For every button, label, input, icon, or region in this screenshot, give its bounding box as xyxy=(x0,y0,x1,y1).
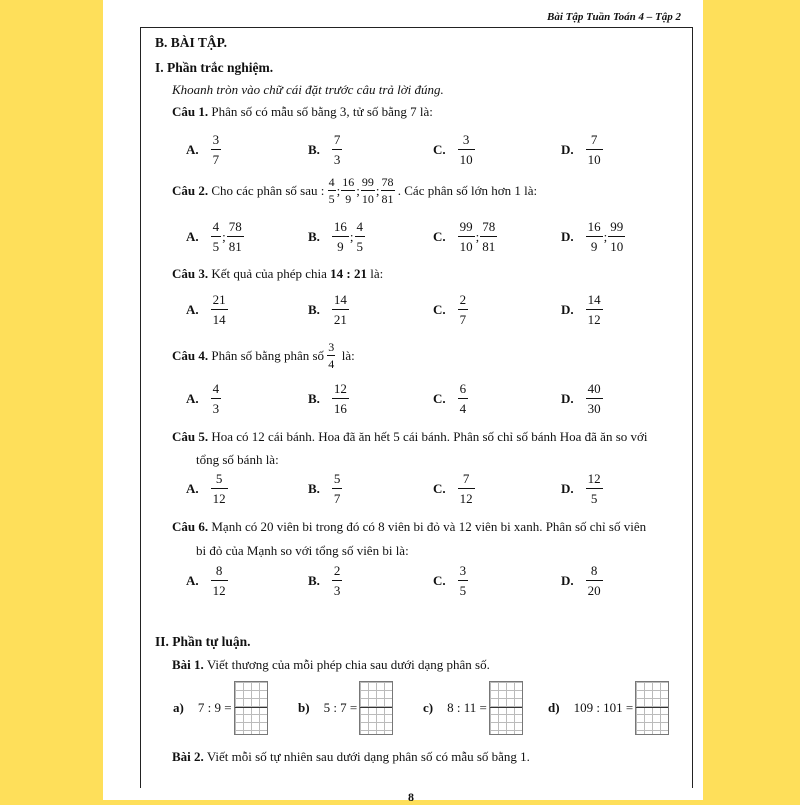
fraction xyxy=(480,220,497,253)
answer-option-a[interactable] xyxy=(186,220,244,253)
fraction xyxy=(211,382,222,415)
fraction-numerator: 99 xyxy=(459,219,473,234)
fraction xyxy=(332,472,343,505)
fraction-numerator: 3 xyxy=(459,563,467,578)
fraction-denominator: 9 xyxy=(586,236,603,253)
question-4-given-fraction xyxy=(327,341,335,370)
question-5-line1: Câu 5. Hoa có 12 cái bánh. Hoa đã ăn hết 5 cái bánh. Phân số chỉ số bánh Hoa đã ăn so với xyxy=(172,429,648,444)
division-expression: 5 : 7 = xyxy=(323,700,358,715)
option-letter: B. xyxy=(308,480,320,496)
option-letter: B. xyxy=(308,228,320,244)
option-letter: B. xyxy=(308,572,320,588)
fraction-numerator: 7 xyxy=(333,132,341,147)
fraction xyxy=(586,293,603,326)
question-6-line2: bi đỏ của Mạnh so với tổng số viên bi là: xyxy=(196,543,409,558)
fraction-denominator: 10 xyxy=(458,149,475,166)
answer-option-a[interactable] xyxy=(186,472,228,505)
fraction xyxy=(586,564,603,597)
fraction xyxy=(586,472,603,505)
fraction-denominator: 10 xyxy=(586,149,603,166)
fraction-numerator: 8 xyxy=(215,563,223,578)
fraction-denominator: 5 xyxy=(355,236,366,253)
bai1-text: Bài 1. Viết thương của mỗi phép chia sau dưới dạng phân số. xyxy=(172,657,490,672)
question-3-text: Câu 3. Kết quả của phép chia 14 : 21 là: xyxy=(172,266,384,281)
division-expression: 109 : 101 = xyxy=(573,700,634,715)
answer-grid-box[interactable] xyxy=(359,681,393,735)
question-4-text: Câu 4. Phân số bằng phân số $\frac{3}{4}$ là: xyxy=(172,340,355,371)
fraction xyxy=(332,220,349,253)
division-item-c xyxy=(423,681,523,735)
fraction xyxy=(341,176,355,205)
option-letter: C. xyxy=(433,390,446,406)
bai2-text: Bài 2. Viết mỗi số tự nhiên sau dưới dạng phân số có mẫu số bằng 1. xyxy=(172,749,530,764)
fraction-denominator: 10 xyxy=(458,236,475,253)
fraction-denominator: 4 xyxy=(328,357,335,371)
answer-grid-box[interactable] xyxy=(234,681,268,735)
fraction xyxy=(332,133,343,166)
division-item-a xyxy=(173,681,268,735)
fraction-numerator: 2 xyxy=(459,292,467,307)
item-letter: a) xyxy=(173,700,184,715)
answer-option-c[interactable] xyxy=(433,564,468,597)
question-1-text: Câu 1. Phân số có mẫu số bằng 3, tử số bằng 7 là: xyxy=(172,104,433,119)
answer-option-d[interactable] xyxy=(561,133,603,166)
fraction-numerator: 5 xyxy=(215,471,223,486)
option-letter: A. xyxy=(186,141,199,157)
fraction-numerator: 78 xyxy=(228,219,242,234)
answer-option-b[interactable] xyxy=(308,220,365,253)
fraction-numerator: 7 xyxy=(590,132,598,147)
fraction-denominator: 3 xyxy=(332,580,343,597)
fraction xyxy=(361,176,375,205)
part2-title: II. Phần tự luận. xyxy=(155,634,251,649)
fraction xyxy=(458,220,475,253)
division-expression: 7 : 9 = xyxy=(197,700,232,715)
fraction-separator: ; xyxy=(336,182,341,198)
fraction-numerator: 6 xyxy=(459,381,467,396)
option-letter: D. xyxy=(561,390,574,406)
fraction xyxy=(355,220,366,253)
answer-option-d[interactable] xyxy=(561,564,603,597)
fraction-denominator: 7 xyxy=(332,488,343,505)
option-letter: C. xyxy=(433,301,446,317)
fraction xyxy=(211,472,228,505)
fraction-numerator: 4 xyxy=(328,175,335,189)
fraction xyxy=(211,564,228,597)
division-expression: 8 : 11 = xyxy=(447,700,487,715)
fraction xyxy=(332,293,349,326)
answer-option-a[interactable] xyxy=(186,293,228,326)
fraction-separator: ; xyxy=(603,228,608,244)
answer-option-b[interactable] xyxy=(308,293,349,326)
answer-option-a[interactable] xyxy=(186,564,228,597)
fraction-numerator: 12 xyxy=(587,471,601,486)
fraction-denominator: 5 xyxy=(211,236,222,253)
item-letter: c) xyxy=(423,700,434,715)
fraction xyxy=(608,220,625,253)
fraction-numerator: 16 xyxy=(333,219,347,234)
fraction xyxy=(586,133,603,166)
fraction-denominator: 10 xyxy=(361,192,374,206)
answer-option-c[interactable] xyxy=(433,293,468,326)
fraction-denominator: 7 xyxy=(458,309,469,326)
option-letter: B. xyxy=(308,390,320,406)
fraction-numerator: 40 xyxy=(587,381,601,396)
answer-grid-box[interactable] xyxy=(489,681,523,735)
fraction-numerator: 14 xyxy=(587,292,601,307)
division-item-b xyxy=(298,681,393,735)
option-letter: A. xyxy=(186,228,199,244)
fraction xyxy=(227,220,244,253)
answer-option-a[interactable] xyxy=(186,382,221,415)
fraction-numerator: 99 xyxy=(610,219,624,234)
option-letter: D. xyxy=(561,480,574,496)
fraction xyxy=(211,133,222,166)
fraction-denominator: 5 xyxy=(586,488,603,505)
fraction-denominator: 9 xyxy=(341,190,355,205)
option-letter: A. xyxy=(186,390,199,406)
answer-option-c[interactable] xyxy=(433,133,475,166)
fraction-numerator: 16 xyxy=(587,219,601,234)
answer-grid-box[interactable] xyxy=(635,681,669,735)
fraction-numerator: 16 xyxy=(342,175,355,189)
fraction-separator: ; xyxy=(475,228,480,244)
fraction-numerator: 4 xyxy=(356,219,364,234)
question-6-line1: Câu 6. Mạnh có 20 viên bi trong đó có 8 viên bi đỏ và 12 viên bi xanh. Phân số chỉ số viên xyxy=(172,519,647,534)
fraction-numerator: 14 xyxy=(333,292,347,307)
option-letter: D. xyxy=(561,141,574,157)
fraction xyxy=(381,176,395,205)
item-letter: b) xyxy=(298,700,310,715)
answer-option-a[interactable] xyxy=(186,133,221,166)
fraction-denominator: 12 xyxy=(458,488,475,505)
fraction-denominator: 12 xyxy=(211,580,228,597)
part1-title: I. Phần trắc nghiệm. xyxy=(155,60,274,75)
fraction-denominator: 12 xyxy=(211,488,228,505)
fraction-denominator: 9 xyxy=(332,236,349,253)
fraction xyxy=(458,133,475,166)
worksheet-page xyxy=(103,0,703,804)
answer-option-b[interactable] xyxy=(308,133,342,166)
fraction-numerator: 12 xyxy=(333,381,347,396)
fraction-denominator: 81 xyxy=(227,236,244,253)
fraction-separator: ; xyxy=(375,182,380,198)
option-letter: C. xyxy=(433,141,446,157)
fraction-numerator: 78 xyxy=(482,219,496,234)
fraction xyxy=(458,564,469,597)
fraction-denominator: 10 xyxy=(608,236,625,253)
fraction xyxy=(211,293,228,326)
answer-option-d[interactable] xyxy=(561,293,603,326)
option-letter: A. xyxy=(186,301,199,317)
fraction xyxy=(332,564,343,597)
fraction xyxy=(458,293,469,326)
answer-option-b[interactable] xyxy=(308,472,342,505)
fraction-denominator: 21 xyxy=(332,309,349,326)
fraction-denominator: 81 xyxy=(480,236,497,253)
fraction-denominator: 30 xyxy=(586,398,603,415)
answer-option-c[interactable] xyxy=(433,382,468,415)
fraction xyxy=(332,382,349,415)
fraction-denominator: 5 xyxy=(458,580,469,597)
question-5-line2: tổng số bánh là: xyxy=(196,452,279,467)
fraction-denominator: 16 xyxy=(332,398,349,415)
fraction-numerator: 4 xyxy=(212,219,220,234)
fraction-denominator: 14 xyxy=(211,309,228,326)
section-b-heading: B. BÀI TẬP. xyxy=(155,35,228,50)
fraction xyxy=(328,176,336,205)
fraction-separator: ; xyxy=(349,228,354,244)
answer-option-b[interactable] xyxy=(308,564,342,597)
question-2-given-fractions xyxy=(328,176,395,205)
option-letter: A. xyxy=(186,480,199,496)
option-letter: B. xyxy=(308,141,320,157)
option-letter: C. xyxy=(433,572,446,588)
option-letter: D. xyxy=(561,301,574,317)
option-letter: C. xyxy=(433,228,446,244)
answer-option-c[interactable] xyxy=(433,220,497,253)
header-title: Bài Tập Tuần Toán 4 – Tập 2 xyxy=(547,11,681,23)
question-2-text: Câu 2. Cho các phân số sau : $\frac{4}{5}$ ; $\frac{16}{9}$ ; $\frac{99}{10}$ ; $\frac{78}{81}$ . Các phân số lớn hơn 1 là: xyxy=(172,175,538,206)
option-letter: D. xyxy=(561,228,574,244)
fraction xyxy=(586,220,603,253)
fraction-numerator: 2 xyxy=(333,563,341,578)
option-letter: B. xyxy=(308,301,320,317)
part1-instruction: Khoanh tròn vào chữ cái đặt trước câu trả lời đúng. xyxy=(172,82,444,97)
fraction-denominator: 7 xyxy=(211,149,222,166)
fraction xyxy=(586,382,603,415)
fraction-numerator: 4 xyxy=(212,381,220,396)
fraction-numerator: 8 xyxy=(590,563,598,578)
option-letter: C. xyxy=(433,480,446,496)
fraction-denominator: 3 xyxy=(211,398,222,415)
fraction-separator: ; xyxy=(222,228,226,244)
fraction-numerator: 5 xyxy=(333,471,341,486)
option-letter: A. xyxy=(186,572,199,588)
answer-option-b[interactable] xyxy=(308,382,349,415)
page-frame xyxy=(140,27,693,788)
fraction xyxy=(327,341,335,370)
answer-option-d[interactable] xyxy=(561,220,625,253)
answer-option-d[interactable] xyxy=(561,472,603,505)
fraction-numerator: 3 xyxy=(328,340,335,354)
fraction-numerator: 3 xyxy=(212,132,220,147)
fraction-denominator: 12 xyxy=(586,309,603,326)
answer-option-d[interactable] xyxy=(561,382,603,415)
fraction-numerator: 3 xyxy=(462,132,470,147)
fraction-denominator: 20 xyxy=(586,580,603,597)
fraction xyxy=(211,220,222,253)
division-item-d xyxy=(548,681,669,735)
fraction-numerator: 7 xyxy=(462,471,470,486)
option-letter: D. xyxy=(561,572,574,588)
fraction-denominator: 3 xyxy=(332,149,343,166)
fraction-numerator: 78 xyxy=(381,175,394,189)
answer-option-c[interactable] xyxy=(433,472,475,505)
fraction xyxy=(458,472,475,505)
fraction-numerator: 99 xyxy=(361,175,374,189)
fraction-denominator: 5 xyxy=(328,192,335,206)
fraction-denominator: 81 xyxy=(381,192,394,206)
fraction-separator: ; xyxy=(356,182,360,198)
page-number: 8 xyxy=(408,790,414,804)
fraction xyxy=(458,382,469,415)
fraction-numerator: 21 xyxy=(212,292,226,307)
item-letter: d) xyxy=(548,700,560,715)
fraction-denominator: 4 xyxy=(458,398,469,415)
